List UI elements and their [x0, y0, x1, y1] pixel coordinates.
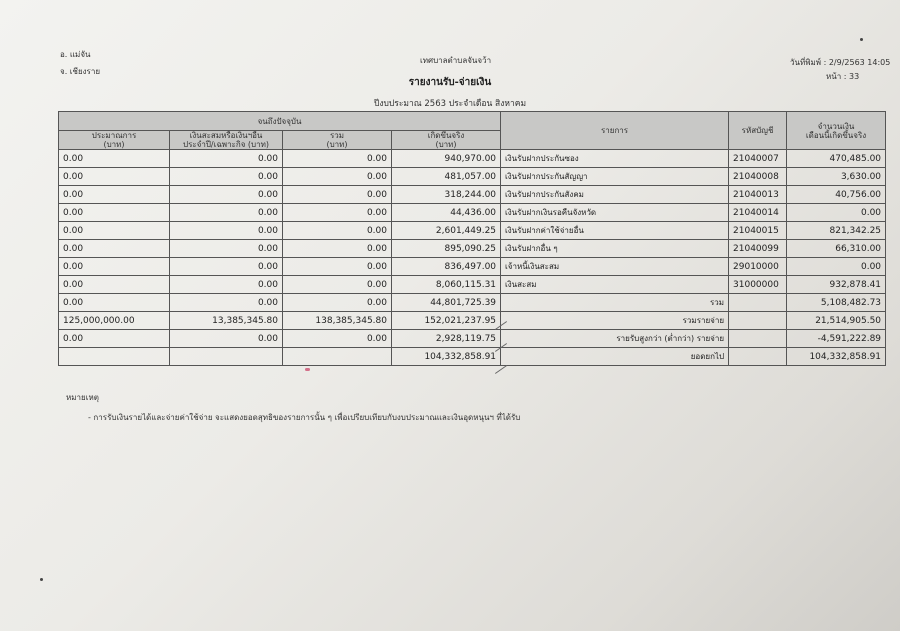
col-header-actual: เกิดขึ้นจริง (บาท) [392, 131, 501, 150]
report-table [58, 111, 886, 366]
summary-row-expenses: 125,000,000.00 13,385,345.80 138,385,345.80 152,021,237.95 รวมรายจ่าย 21,514,905.50 [59, 312, 886, 330]
speck [860, 38, 863, 41]
report-title: รายงานรับ-จ่ายเงิน [408, 77, 492, 88]
col-header-estimate: ประมาณการ (บาท) [59, 131, 170, 150]
pink-mark [305, 368, 310, 371]
remarks-heading: หมายเหตุ [66, 393, 99, 402]
report-subtitle: ปีงบประมาณ 2563 ประจำเดือน สิงหาคม [373, 99, 527, 109]
col-header-total: รวม (บาท) [283, 131, 392, 150]
summary-row-carried-forward: 104,332,858.91 ยอดยกไป 104,332,858.91 [59, 348, 886, 366]
table-row: 0.00 0.00 0.00 318,244.00 เงินรับฝากประกันสังคม 21040013 40,756.00 [59, 186, 886, 204]
speck [40, 578, 43, 581]
col-header-amount [787, 112, 886, 150]
organization-name: เทศบาลตำบลจันจว้า [420, 56, 492, 65]
col-header-reserve: เงินสะสมหรือเงินฯอื่น ประจำปี/เฉพาะกิจ (บาท) [170, 131, 283, 150]
page-number: หน้า : 33 [826, 72, 860, 81]
header-left-line1: อ. แม่จัน [60, 50, 91, 59]
col-header-amount-line2: เดือนนี้เกิดขึ้นจริง [805, 130, 867, 140]
col-header-item: รายการ [501, 112, 729, 150]
remarks-text: - การรับเงินรายได้และจ่ายค่าใช้จ่าย จะแสดงยอดสุทธิของรายการนั้น ๆ เพื่อเปรียบเทียบกับงบประมาณและเงินอุดหนุนฯ ที่ได้รับ [88, 413, 521, 422]
check-mark [495, 365, 507, 374]
table-row: 0.00 0.00 0.00 8,060,115.31 เงินสะสม 31000000 932,878.41 [59, 276, 886, 294]
table-row: 0.00 0.00 0.00 940,970.00 เงินรับฝากประกันซอง 21040007 470,485.00 [59, 150, 886, 168]
table-row: 0.00 0.00 0.00 836,497.00 เจ้าหนี้เงินสะสม 29010000 0.00 [59, 258, 886, 276]
table-row: 0.00 0.00 0.00 481,057.00 เงินรับฝากประกันสัญญา 21040008 3,630.00 [59, 168, 886, 186]
table-row: 0.00 0.00 0.00 2,601,449.25 เงินรับฝากค่าใช้จ่ายอื่น 21040015 821,342.25 [59, 222, 886, 240]
col-header-amount-line1: จำนวนเงิน [817, 121, 855, 131]
table-row: 0.00 0.00 0.00 44,436.00 เงินรับฝากเงินรอคืนจังหวัด 21040014 0.00 [59, 204, 886, 222]
summary-row-surplus: 0.00 0.00 0.00 2,928,119.75 รายรับสูงกว่า (ต่ำกว่า) รายจ่าย -4,591,222.89 [59, 330, 886, 348]
table-row: 0.00 0.00 0.00 895,090.25 เงินรับฝากอื่น ๆ 21040099 66,310.00 [59, 240, 886, 258]
col-header-account-code: รหัสบัญชี [729, 112, 787, 150]
header-left-line2: จ. เชียงราย [60, 67, 101, 76]
summary-row-total: 0.00 0.00 0.00 44,801,725.39 รวม 5,108,482.73 [59, 294, 886, 312]
group-header-current: จนถึงปัจจุบัน [59, 112, 501, 131]
print-date: วันที่พิมพ์ : 2/9/2563 14:05 [790, 58, 891, 67]
